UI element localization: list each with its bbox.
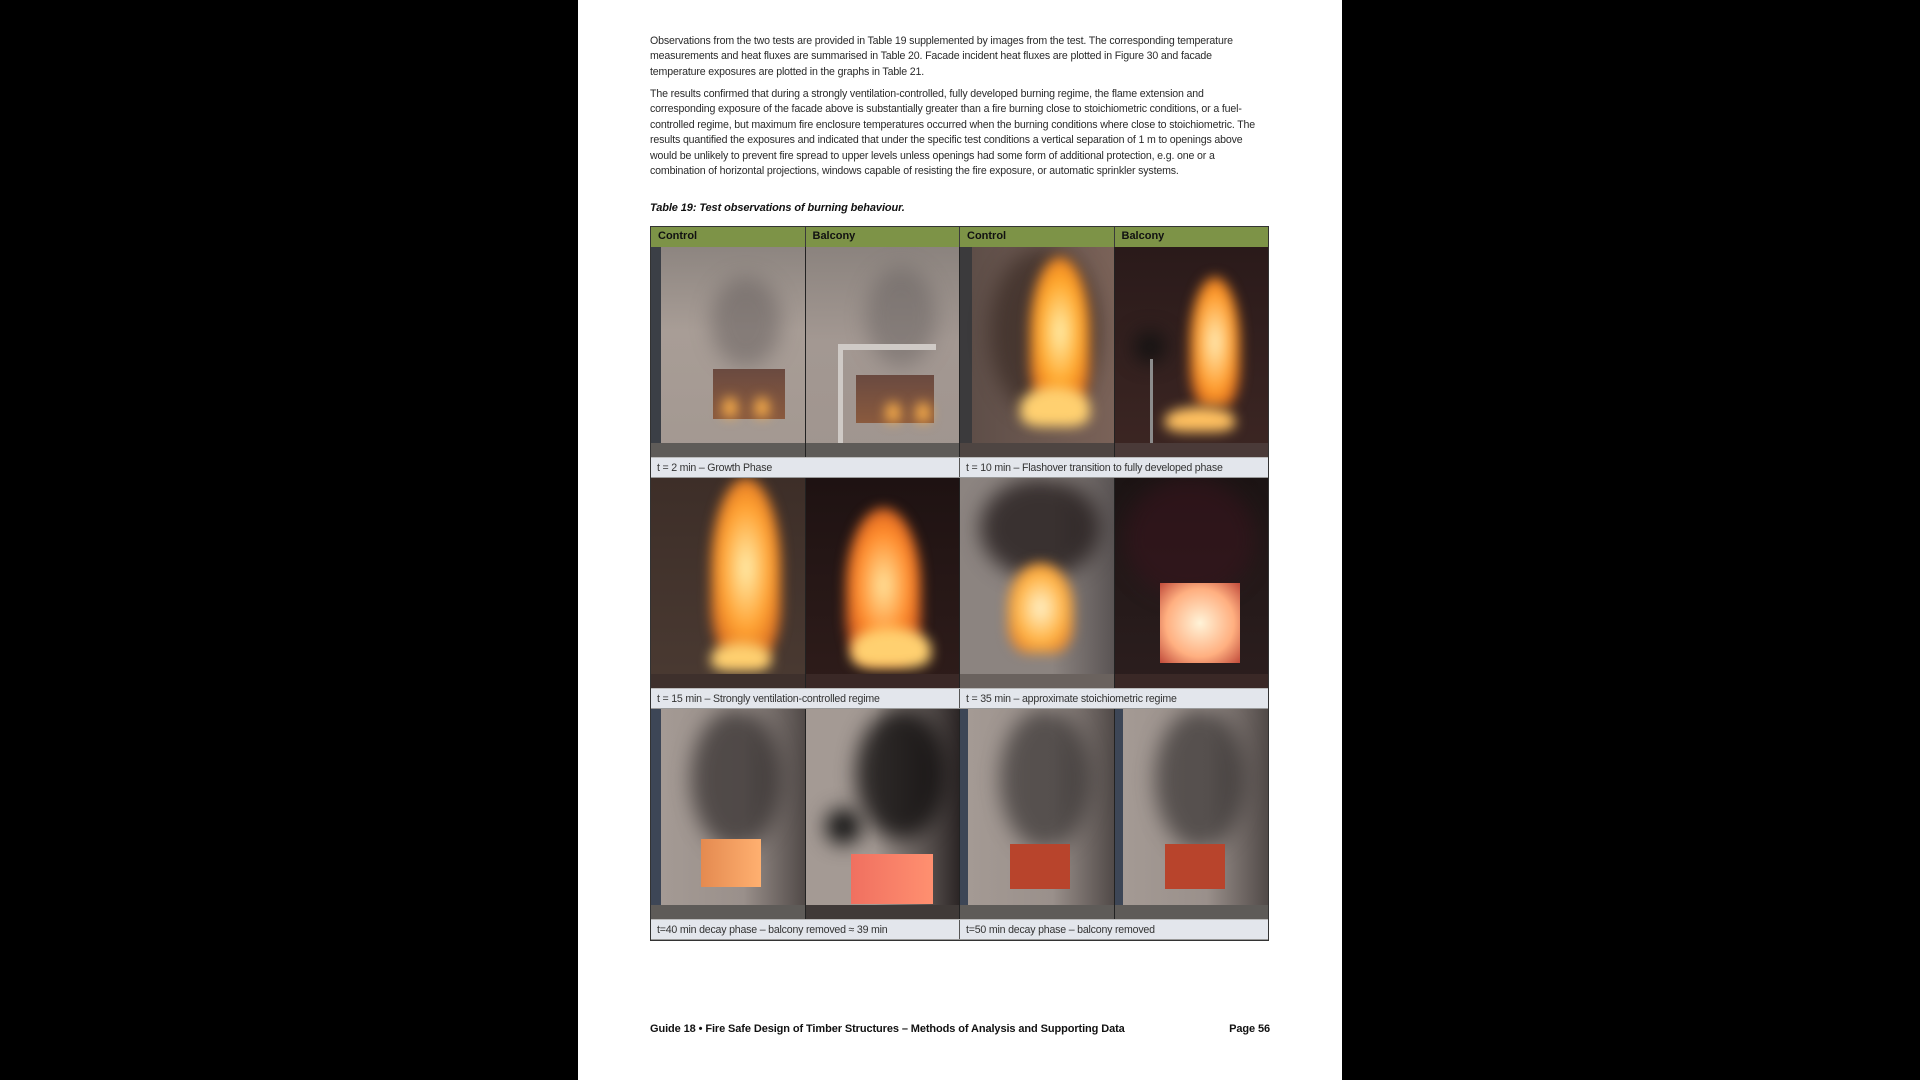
paragraph-observations: Observations from the two tests are provided in Table 19 supplemented by images from the test. The corresponding temperature measurements and heat fluxes are summarised in Table 20. Facade incident heat fluxes are plotted in Figure 30 and facade temperature exposures are plotted in the graphs in Table 21. [650, 35, 1233, 78]
photo-control-t10 [960, 247, 1115, 457]
photo-balcony-t15 [806, 478, 961, 688]
header-control: Control [651, 227, 806, 247]
paragraph-results: The results confirmed that during a strongly ventilation-controlled, fully developed burning regime, the flame extension and corresponding exposure of the facade above is substantially greater than a fire burning close to stoichiometric conditions, or a fuel-controlled regime, but maximum fire enclosure temperatures occurred when the burning conditions where close to stoichiometric. The results quantified the exposures and indicated that under the specific test conditions a vertical separation of 1 m to openings above would be unlikely to prevent fire spread to upper levels unless openings had some form of additional protection, e.g. one or a combination of horizontal projections, windows capable of resisting the fire exposure, or automatic sprinkler systems. [650, 88, 1256, 178]
caption-stoichiometric: t = 35 min – approximate stoichiometric regime [966, 693, 1177, 705]
photo-balcony-t10 [1115, 247, 1269, 457]
photo-control-t40 [651, 709, 806, 919]
photo-balcony-t35 [1115, 478, 1269, 688]
document-page [578, 0, 1342, 1080]
observations-table [650, 226, 1269, 941]
table-header-row [651, 227, 1268, 248]
photo-row-2 [651, 478, 1268, 688]
header-balcony: Balcony [1121, 230, 1165, 242]
photo-row-1 [651, 247, 1268, 457]
footer-title: Guide 18 • Fire Safe Design of Timber Structures – Methods of Analysis and Supporting Data [650, 1023, 1125, 1035]
caption-decay-40: t=40 min decay phase – balcony removed ≈ 39 min [651, 920, 960, 939]
table-caption: Table 19: Test observations of burning behaviour. [650, 202, 905, 214]
caption-row-3 [651, 919, 1268, 940]
photo-control-t2 [651, 247, 806, 457]
page-number: Page 56 [1229, 1023, 1270, 1035]
photo-balcony-t40 [806, 709, 961, 919]
photo-row-3 [651, 709, 1268, 919]
photo-control-t15 [651, 478, 806, 688]
header-control: Control [960, 227, 1115, 247]
page-footer [650, 1023, 1270, 1035]
caption-flashover: t = 10 min – Flashover transition to fully developed phase [966, 462, 1223, 474]
caption-growth-phase: t = 2 min – Growth Phase [651, 458, 960, 477]
photo-control-t50 [960, 709, 1115, 919]
caption-row-1 [651, 457, 1268, 478]
header-balcony: Balcony [806, 227, 961, 247]
photo-control-t35 [960, 478, 1115, 688]
caption-ventilation-controlled: t = 15 min – Strongly ventilation-controlled regime [651, 689, 960, 708]
caption-row-2 [651, 688, 1268, 709]
photo-balcony-t50 [1115, 709, 1269, 919]
photo-balcony-t2 [806, 247, 961, 457]
caption-decay-50: t=50 min decay phase – balcony removed [966, 924, 1155, 936]
